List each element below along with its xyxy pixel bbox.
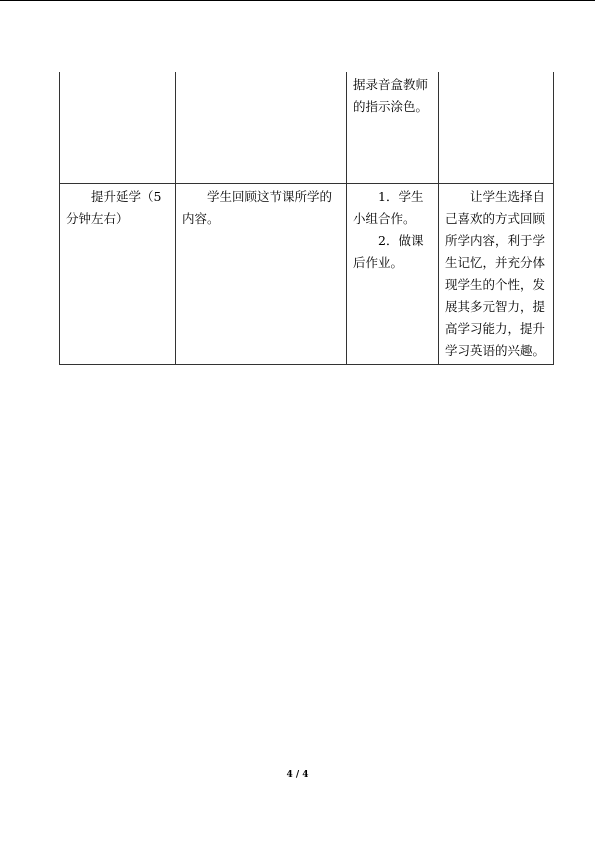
- cell-student-activity: [347, 72, 439, 184]
- table-row: [60, 72, 554, 184]
- cell-stage-empty: [60, 72, 176, 184]
- lesson-plan-table: [59, 72, 554, 365]
- design-purpose-text: 让学生选择自己喜欢的方式回顾所学内容，利于学生记忆，并充分体现学生的个性，发展其多元智力，提高学习能力，提升学习英语的兴趣。: [445, 189, 546, 358]
- student-activity-item-1: 1．学生小组合作。: [353, 189, 424, 226]
- cell-purpose-empty: [439, 72, 554, 184]
- cell-design-purpose: [439, 184, 554, 365]
- stage-label: 提升延学（5分钟左右）: [66, 189, 162, 226]
- teacher-activity-text: 学生回顾这节课所学的内容。: [182, 189, 333, 226]
- cell-teacher-empty: [176, 72, 347, 184]
- page-number: 4 / 4: [286, 770, 309, 780]
- cell-student-activity: [347, 184, 439, 365]
- cell-stage: [60, 184, 176, 365]
- cell-teacher-activity: [176, 184, 347, 365]
- student-activity-text: 据录音盒教师的指示涂色。: [353, 77, 429, 114]
- table-row: [60, 184, 554, 365]
- student-activity-item-2: 2．做课后作业。: [353, 233, 424, 270]
- header-rule: [0, 0, 595, 1]
